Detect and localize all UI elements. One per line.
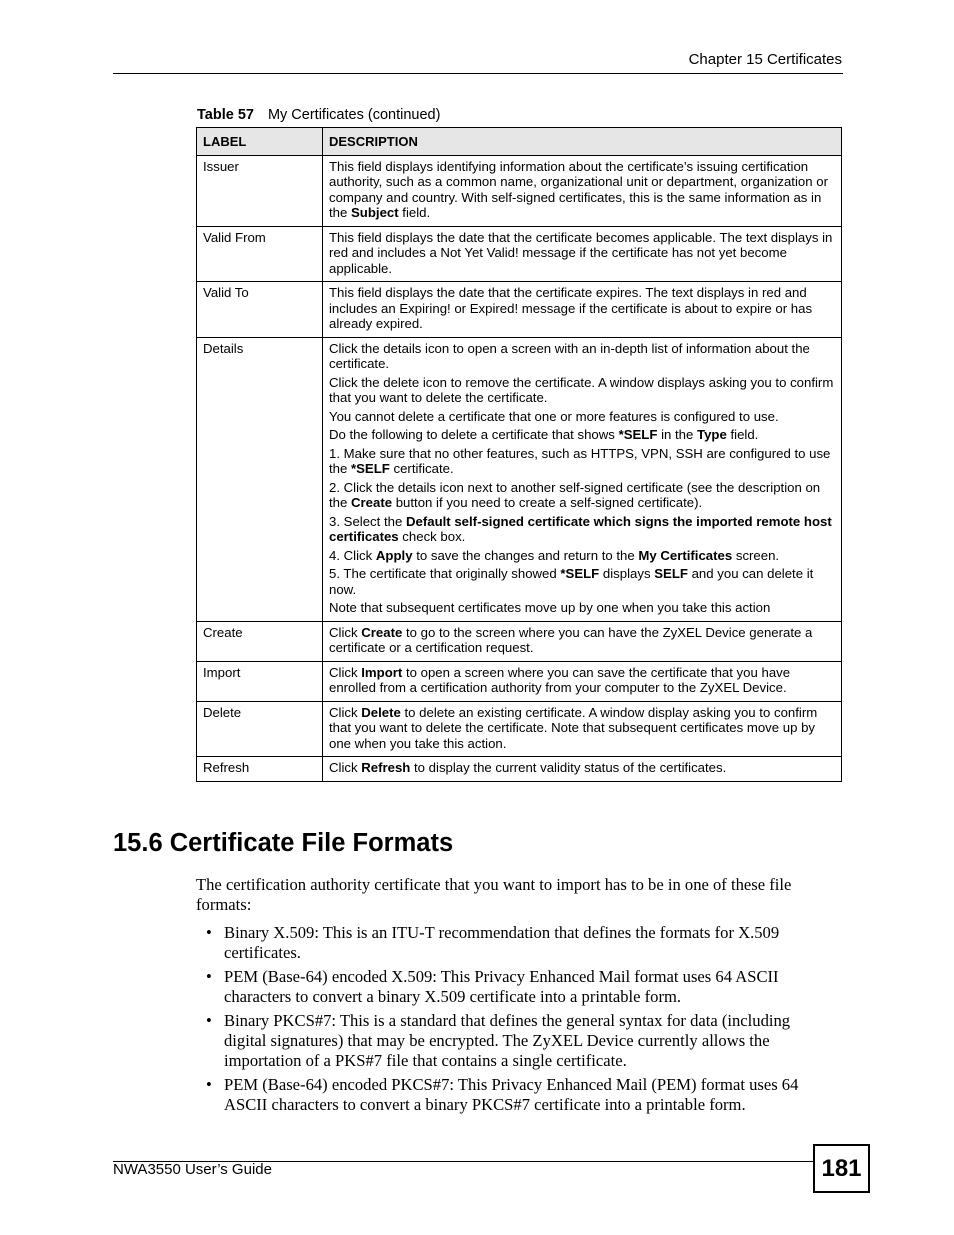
list-item-text: PEM (Base-64) encoded X.509: This Privacy Enhanced Mail format uses 64 ASCII characters to convert a binary X.509 certificate into a printable form. (224, 967, 779, 1006)
row-description (323, 337, 842, 621)
description-paragraph (329, 665, 835, 696)
bold-term: Subject (351, 205, 399, 220)
text-run: Note that subsequent certificates move up by one when you take this action (329, 600, 771, 615)
list-item-text: Binary X.509: This is an ITU-T recommendation that defines the formats for X.509 certificates. (224, 923, 780, 962)
text-run: Click (329, 760, 362, 775)
section-title: 15.6 Certificate File Formats (113, 829, 454, 857)
page-number: 181 (813, 1144, 870, 1193)
text-run: to save the changes and return to the (412, 547, 639, 563)
table-row (197, 701, 842, 757)
table-row (197, 757, 842, 782)
text-run: Click (329, 624, 362, 640)
bullet-icon: • (206, 923, 212, 942)
text-run: to display the current validity status of the certificates. (410, 760, 727, 775)
text-run: in the (657, 427, 697, 442)
row-description (323, 757, 842, 782)
text-run: screen. (732, 547, 780, 563)
description-paragraph (329, 600, 835, 616)
text-run: and you can delete it now. (329, 566, 814, 597)
bold-term: Type (697, 427, 727, 442)
text-run: button if you need to create a self-signed certificate). (392, 495, 703, 510)
text-run: check box. (398, 529, 466, 544)
list-item (196, 967, 836, 1007)
list-item (196, 1011, 836, 1071)
table-row (197, 661, 842, 701)
text-run: This field displays the date that the certificate becomes applicable. The text displays in red and includes a Not Yet Valid! message if the certificate has not yet become applicable. (329, 229, 833, 276)
table-caption-label: Table 57 (197, 107, 254, 123)
list-item (196, 923, 836, 963)
bold-term: Delete (361, 704, 401, 720)
text-run: to go to the screen where you can have the ZyXEL Device generate a certificate or a certification request. (329, 624, 813, 655)
footer-guide-title: NWA3550 User’s Guide (113, 1161, 272, 1178)
description-paragraph (329, 705, 835, 752)
row-label: Delete (197, 701, 323, 757)
table-row (197, 155, 842, 226)
text-run: Click (329, 704, 362, 720)
bullet-icon: • (206, 1075, 212, 1094)
bold-term: *SELF (351, 461, 390, 476)
description-paragraph (329, 625, 835, 656)
text-run: to open a screen where you can save the certificate that you have enrolled from a certification authority from your computer to the ZyXEL Device. (329, 664, 791, 695)
description-paragraph (329, 159, 835, 221)
description-paragraph (329, 514, 835, 545)
row-description (323, 226, 842, 282)
running-header: Chapter 15 Certificates (688, 51, 842, 68)
table-row (197, 621, 842, 661)
bold-term: Apply (375, 547, 413, 563)
list-item-text: PEM (Base-64) encoded PKCS#7: This Privacy Enhanced Mail (PEM) format uses 64 ASCII characters to convert a binary PKCS#7 certificate into a printable form. (224, 1075, 799, 1114)
row-label: Valid From (197, 226, 323, 282)
section-intro: The certification authority certificate that you want to import has to be in one of these file formats: (196, 875, 792, 914)
text-run: Click the delete icon to remove the certificate. A window displays asking you to confirm that you want to delete the certificate. (329, 374, 834, 405)
text-run: 1. Make sure that no other features, such as HTTPS, VPN, SSH are configured to use the (329, 445, 831, 476)
text-run: 2. Click the details icon next to another self-signed certificate (see the description on the (329, 479, 821, 510)
text-run: You cannot delete a certificate that one or more features is configured to use. (329, 408, 779, 424)
bold-term: *SELF (618, 427, 658, 442)
text-run: certificate. (389, 461, 454, 476)
row-label: Import (197, 661, 323, 701)
certificates-table (196, 127, 842, 782)
description-paragraph (329, 427, 835, 443)
table-header-row (197, 128, 842, 156)
bullet-icon: • (206, 1011, 212, 1030)
bold-term: My Certificates (638, 547, 733, 563)
column-header-description: DESCRIPTION (323, 128, 842, 156)
row-label: Issuer (197, 155, 323, 226)
bold-term: Default self-signed certificate which signs the imported remote host certificates (329, 513, 832, 544)
description-paragraph (329, 760, 835, 776)
bold-term: Create (351, 495, 393, 510)
section-body (196, 875, 836, 1119)
description-paragraph (329, 285, 835, 332)
description-paragraph (329, 480, 835, 511)
text-run: Click the details icon to open a screen with an in-depth list of information about the certificate. (329, 340, 810, 371)
row-description (323, 282, 842, 338)
table-caption (197, 107, 440, 123)
row-label: Refresh (197, 757, 323, 782)
row-label: Details (197, 337, 323, 621)
description-paragraph (329, 566, 835, 597)
bullet-icon: • (206, 967, 212, 986)
text-run: displays (599, 566, 655, 581)
row-label: Valid To (197, 282, 323, 338)
row-description (323, 701, 842, 757)
description-paragraph (329, 446, 835, 477)
table-body (197, 155, 842, 781)
bold-term: Create (361, 624, 403, 640)
text-run: This field displays identifying information about the certificate’s issuing certification authority, such as a common name, organizational unit or department, organization or company and country. With self-signed certificates, this is the same information as in the (329, 158, 828, 220)
description-paragraph (329, 230, 835, 277)
text-run: to delete an existing certificate. A window display asking you to confirm that you want to delete the certificate. Note that subsequent certificates move up by one when you take this action. (329, 704, 818, 751)
description-paragraph (329, 375, 835, 406)
row-description (323, 661, 842, 701)
text-run: field. (398, 205, 431, 220)
text-run: 3. Select the (329, 513, 406, 529)
text-run: Click (329, 664, 362, 680)
text-run: 5. The certificate that originally showed (329, 566, 561, 581)
description-paragraph (329, 341, 835, 372)
column-header-label: LABEL (197, 128, 323, 156)
table-row (197, 226, 842, 282)
file-format-list (196, 923, 836, 1115)
row-description (323, 621, 842, 661)
list-item (196, 1075, 836, 1115)
description-paragraph (329, 409, 835, 425)
table-caption-title: My Certificates (continued) (267, 107, 441, 123)
text-run: field. (726, 427, 759, 442)
text-run: Do the following to delete a certificate that shows (329, 427, 619, 442)
table-row (197, 337, 842, 621)
text-run: This field displays the date that the certificate expires. The text displays in red and includes an Expiring! or Expired! message if the certificate is about to expire or has already expired. (329, 285, 813, 331)
list-item-text: Binary PKCS#7: This is a standard that defines the general syntax for data (including digital signatures) that may be encrypted. The ZyXEL Device currently allows the importation of a PKS#7 file that contains a single certificate. (224, 1011, 791, 1070)
description-paragraph (329, 548, 835, 564)
bold-term: SELF (654, 566, 688, 581)
table-row (197, 282, 842, 338)
bold-term: *SELF (560, 566, 600, 581)
row-label: Create (197, 621, 323, 661)
bold-term: Import (361, 664, 403, 680)
text-run: 4. Click (329, 547, 376, 563)
header-rule (113, 73, 843, 74)
row-description (323, 155, 842, 226)
bold-term: Refresh (361, 760, 411, 775)
